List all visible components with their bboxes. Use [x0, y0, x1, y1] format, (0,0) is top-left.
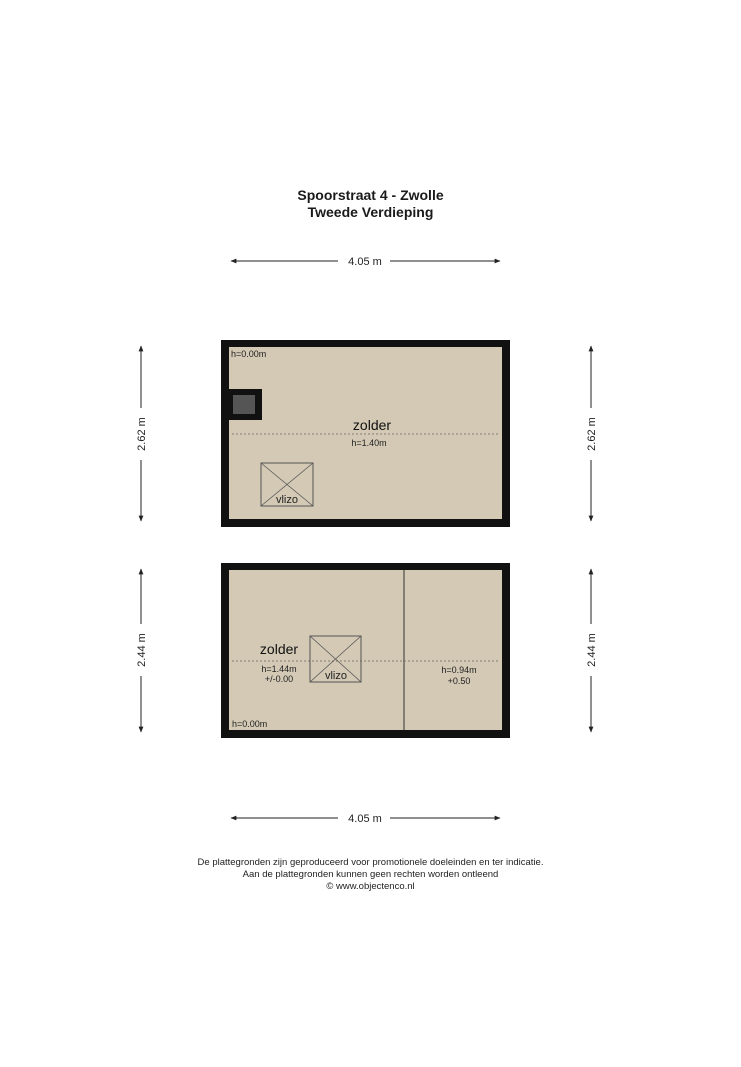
- copyright-link[interactable]: © www.objectenco.nl: [326, 881, 415, 892]
- upper-hatch-label: vlizo: [275, 494, 299, 506]
- top-width-label: 4.05 m: [348, 256, 382, 268]
- plan-address-title: Spoorstraat 4 - Zwolle: [297, 187, 444, 203]
- upper-right-depth-label: 2.62 m: [586, 417, 598, 451]
- lower-room-height: h=1.44m: [261, 664, 297, 674]
- upper-left-depth-label: 2.62 m: [136, 417, 148, 451]
- disclaimer-line-2: Aan de plattegronden kunnen geen rechten worden ontleend: [242, 869, 499, 880]
- upper-right-depth-dimension: [586, 346, 598, 521]
- disclaimer-line-1: De plattegronden zijn geproduceerd voor promotionele doeleinden en ter indicatie.: [197, 857, 544, 868]
- lower-right-depth-dimension: [586, 569, 598, 732]
- lower-room: [221, 563, 510, 738]
- upper-room-name: zolder: [352, 417, 392, 433]
- top-width-dimension: [231, 256, 500, 268]
- lower-room-offset: +/-0.00: [264, 674, 294, 684]
- lower-right-depth-label: 2.44 m: [586, 633, 598, 667]
- bottom-width-dimension: [231, 813, 500, 825]
- upper-corner-height: h=0.00m: [231, 349, 267, 359]
- lower-room-name: zolder: [259, 641, 299, 657]
- lower-side-offset: +0.50: [447, 676, 471, 686]
- plan-floor-title: Tweede Verdieping: [307, 204, 434, 220]
- upper-room-height: h=1.40m: [351, 438, 387, 448]
- lower-side-height: h=0.94m: [441, 665, 477, 675]
- upper-room-floor: [229, 347, 502, 519]
- lower-corner-height: h=0.00m: [232, 719, 268, 729]
- lower-left-depth-label: 2.44 m: [136, 633, 148, 667]
- upper-room: [221, 340, 510, 527]
- lower-hatch-label: vlizo: [324, 670, 348, 682]
- lower-left-depth-dimension: [136, 569, 148, 732]
- bottom-width-label: 4.05 m: [348, 813, 382, 825]
- upper-left-depth-dimension: [136, 346, 148, 521]
